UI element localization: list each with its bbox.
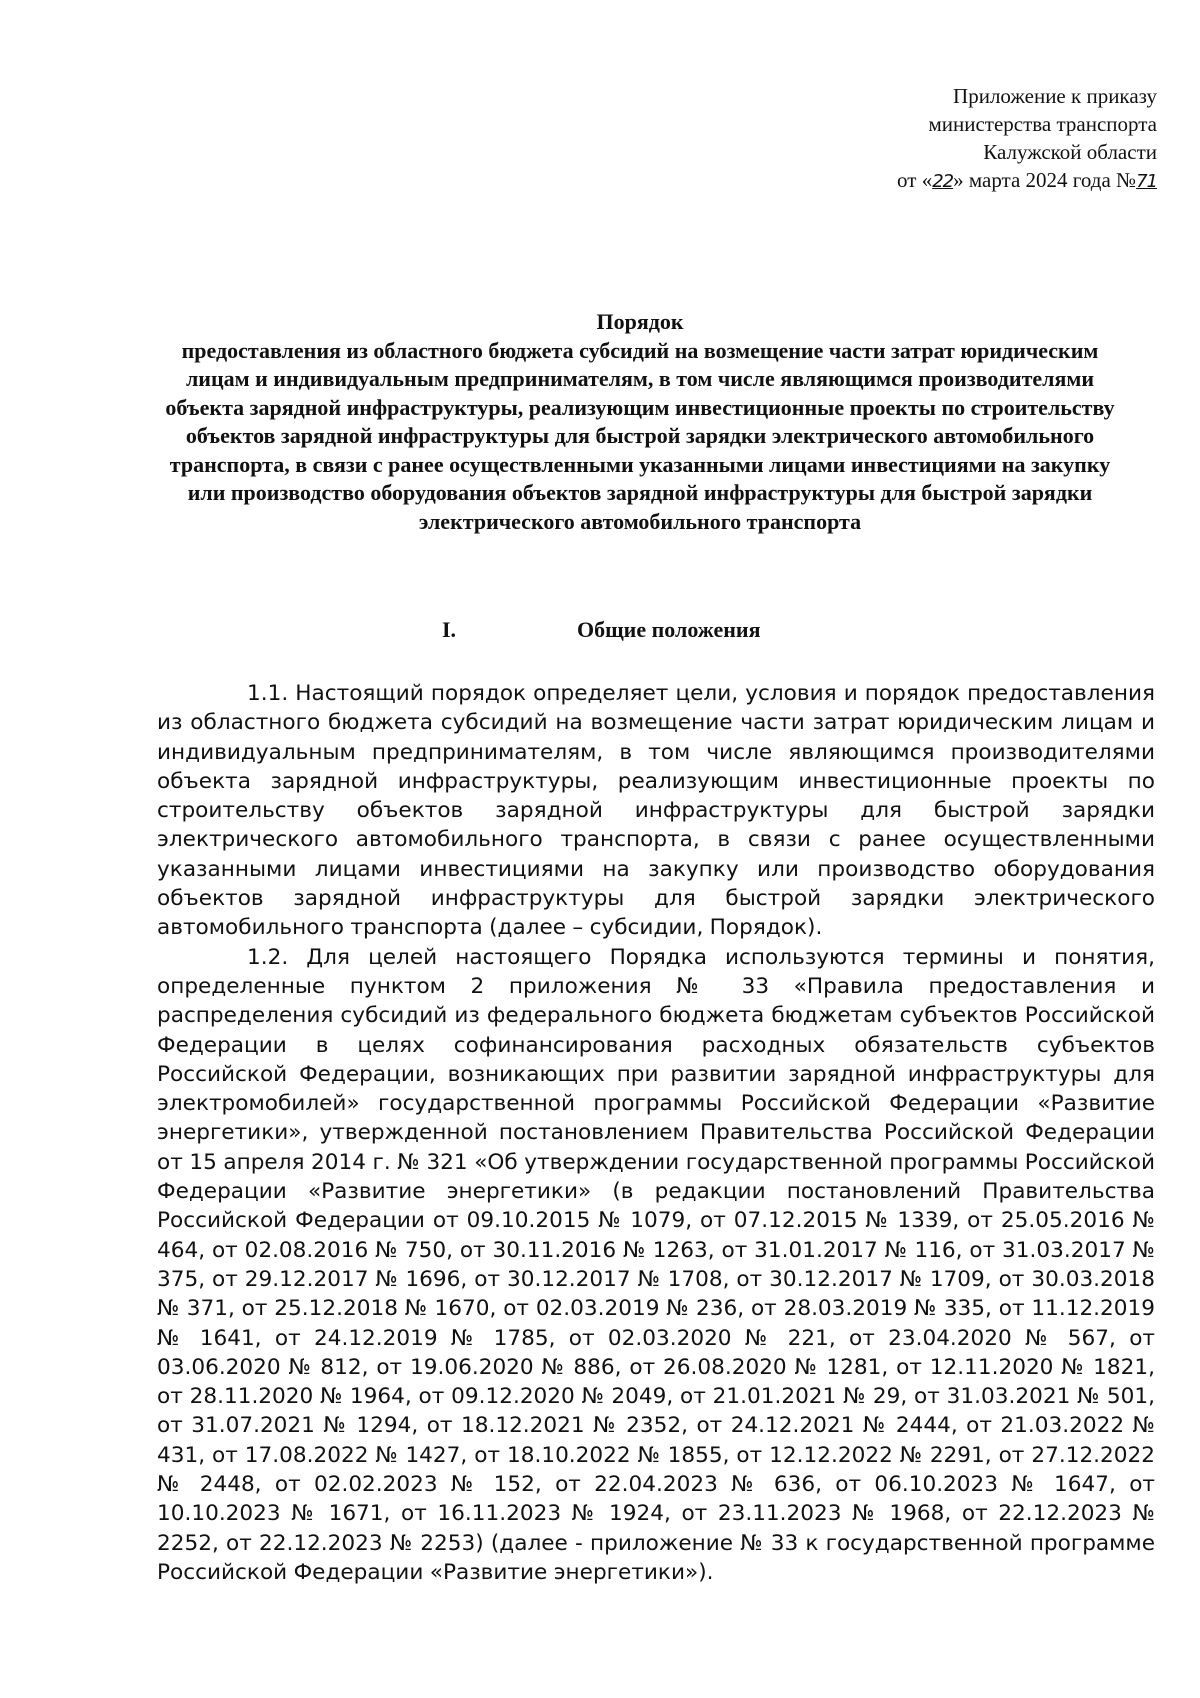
handwritten-day: 22 bbox=[932, 171, 954, 192]
date-prefix: от « bbox=[897, 168, 933, 192]
date-middle: » марта 2024 года № bbox=[953, 168, 1137, 192]
title-heading: Порядок bbox=[596, 309, 684, 334]
appendix-line-1: Приложение к приказу bbox=[953, 84, 1157, 108]
section-title: Общие положения bbox=[577, 617, 761, 642]
paragraph-1-2: 1.2. Для целей настоящего Порядка используются термины и понятия, определенные пунктом 2 приложения № 33 «Правила предоставления и распределения субсидий из федерального бюджета бюджетам субъектов Российской Федерации в целях софинансирования расходных обязательств субъектов Российской Федерации, возникающих при развитии зарядной инфраструктуры для электромобилей» государственной программы Российской Федерации «Развитие энергетики», утвержденной постановлением Правительства Российской Федерации от 15 апреля 2014 г. № 321 «Об утверждении государственной программы Российской Федерации «Развитие энергетики» (в редакции постановлений Правительства Российской Федерации от 09.10.2015 № 1079, от 07.12.2015 № 1339, от 25.05.2016 № 464, от 02.08.2016 № 750, от 30.11.2016 № 1263, от 31.01.2017 № 116, от 31.03.2017 № 375, от 29.12.2017 № 1696, от 30.12.2017 № 1708, от 30.12.2017 № 1709, от 30.03.2018 № 371, от 25.12.2018 № 1670, от 02.03.2019 № 236, от 28.03.2019 № 335, от 11.12.2019 № 1641, от 24.12.2019 № 1785, от 02.03.2020 № 221, от 23.04.2020 № 567, от 03.06.2020 № 812, от 19.06.2020 № 886, от 26.08.2020 № 1281, от 12.11.2020 № 1821, от 28.11.2020 № 1964, от 09.12.2020 № 2049, от 21.01.2021 № 29, от 31.03.2021 № 501, от 31.07.2021 № 1294, от 18.12.2021 № 2352, от 24.12.2021 № 2444, от 21.03.2022 № 431, от 17.08.2022 № 1427, от 18.10.2022 № 1855, от 12.12.2022 № 2291, от 27.12.2022 № 2448, от 02.02.2023 № 152, от 22.04.2023 № 636, от 06.10.2023 № 1647, от 10.10.2023 № 1671, от 16.11.2023 № 1924, от 23.11.2023 № 1968, от 22.12.2023 № 2252, от 22.12.2023 № 2253) (далее - приложение № 33 к государственной программе Российской Федерации «Развитие энергетики»). bbox=[157, 944, 1155, 1585]
document-title bbox=[150, 308, 1130, 536]
title-text: предоставления из областного бюджета субсидий на возмещение части затрат юридическим лицам и индивидуальным предпринимателям, в том числе являющимся производителями объекта зарядной инфраструктуры, реализующим инвестиционные проекты по строительству объектов зарядной инфраструктуры для быстрой зарядки электрического автомобильного транспорта, в связи с ранее осуществленными указанными лицами инвестициями на закупку или производство оборудования объектов зарядной инфраструктуры для быстрой зарядки электрического автомобильного транспорта bbox=[165, 337, 1115, 534]
handwritten-number: 71 bbox=[1136, 171, 1157, 192]
paragraph-1-1: 1.1. Настоящий порядок определяет цели, условия и порядок предоставления из областного бюджета субсидий на возмещение части затрат юридическим лицам и индивидуальным предпринимателям, в том числе являющимся производителями объекта зарядной инфраструктуры, реализующим инвестиционные проекты по строительству объектов зарядной инфраструктуры для быстрой зарядки электрического автомобильного транспорта, в связи с ранее осуществленными указанными лицами инвестициями на закупку или производство оборудования объектов зарядной инфраструктуры для быстрой зарядки электрического автомобильного транспорта (далее – субсидии, Порядок). bbox=[157, 681, 1155, 941]
appendix-header bbox=[897, 82, 1157, 196]
section-number: I. bbox=[442, 617, 457, 642]
appendix-line-3: Калужской области bbox=[983, 140, 1157, 164]
appendix-date-line bbox=[897, 166, 1157, 196]
appendix-line-2: министерства транспорта bbox=[928, 112, 1157, 136]
document-body bbox=[157, 679, 1155, 1587]
